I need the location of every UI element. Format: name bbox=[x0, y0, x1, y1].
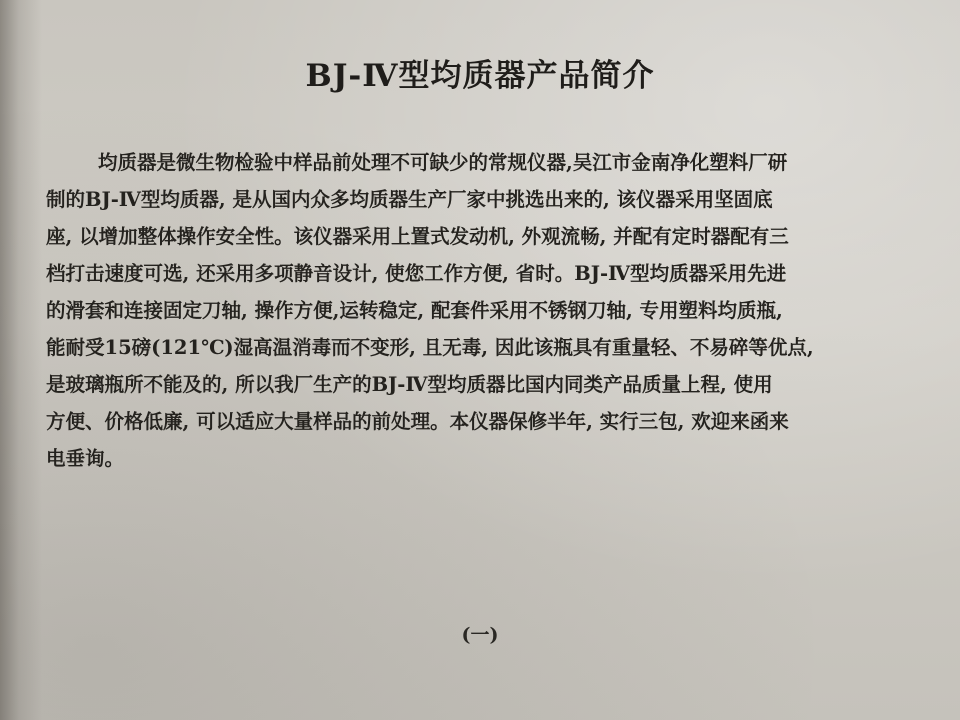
body-line: 座, 以增加整体操作安全性。该仪器采用上置式发动机, 外观流畅, 并配有定时器配有三 bbox=[46, 225, 789, 248]
body-paragraph bbox=[46, 144, 946, 477]
body-line: 是玻璃瓶所不能及的, 所以我厂生产的BJ-Ⅳ型均质器比国内同类产品质量上程, 使用 bbox=[46, 373, 773, 396]
page-edge-shadow bbox=[0, 0, 42, 720]
body-line: 能耐受15磅(121℃)湿高温消毒而不变形, 且无毒, 因此该瓶具有重量轻、不易碎等优点, bbox=[46, 336, 814, 359]
body-line: 档打击速度可选, 还采用多项静音设计, 使您工作方便, 省时。BJ-Ⅳ型均质器采用先进 bbox=[46, 262, 787, 285]
body-line: 均质器是微生物检验中样品前处理不可缺少的常规仪器,吴江市金南净化塑料厂研 bbox=[98, 151, 788, 174]
body-line: 电垂询。 bbox=[46, 447, 125, 470]
body-line: 方便、价格低廉, 可以适应大量样品的前处理。本仪器保修半年, 实行三包, 欢迎来函来 bbox=[46, 410, 789, 433]
body-line: 的滑套和连接固定刀轴, 操作方便,运转稳定, 配套件采用不锈钢刀轴, 专用塑料均质瓶, bbox=[46, 299, 783, 322]
document-title: BJ-Ⅳ型均质器产品简介 bbox=[305, 58, 655, 94]
body-line: 制的BJ-Ⅳ型均质器, 是从国内众多均质器生产厂家中挑选出来的, 该仪器采用坚固底 bbox=[46, 188, 773, 211]
page-number: (一) bbox=[461, 624, 499, 646]
